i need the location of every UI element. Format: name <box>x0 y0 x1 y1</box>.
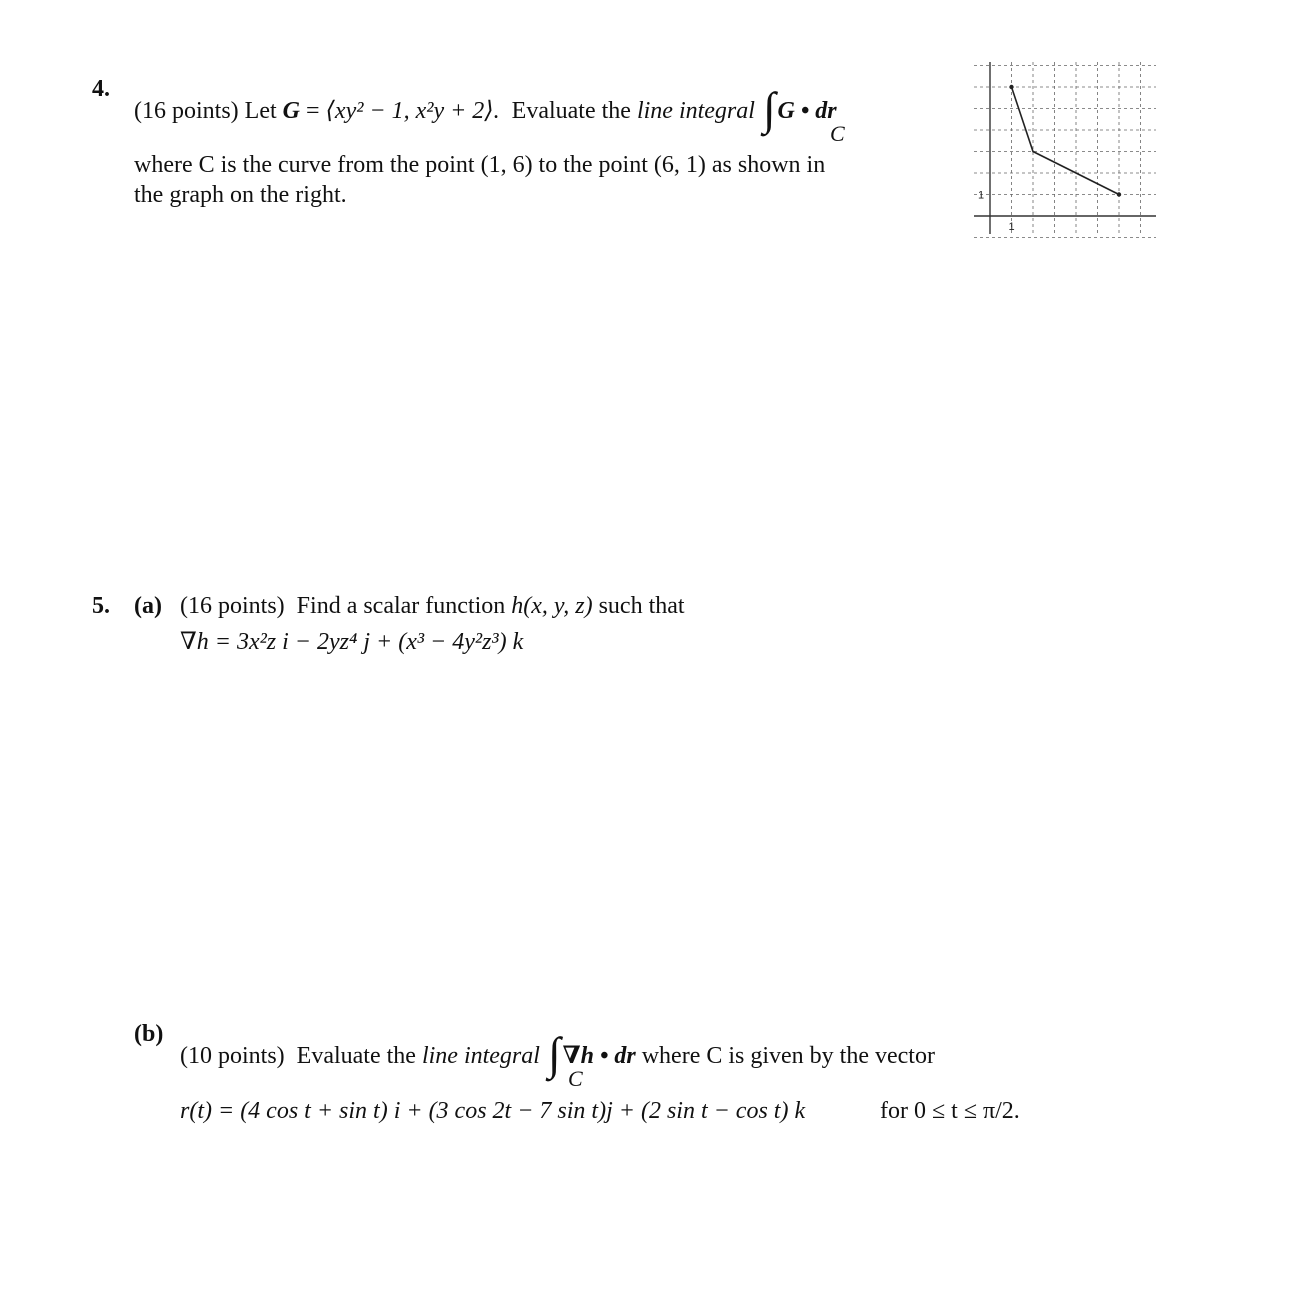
integrand: ∇h • dr <box>562 1043 636 1069</box>
curve-graph <box>970 58 1160 240</box>
curve-line <box>1012 87 1120 195</box>
where-text: where C is given by the vector <box>641 1043 935 1069</box>
curve-series <box>1009 85 1121 197</box>
part-a-label: (a) <box>134 593 162 619</box>
problem-4-line-1 <box>134 76 837 134</box>
such-that: such that <box>598 593 685 619</box>
equals: = <box>306 98 320 124</box>
integral-subscript: C <box>568 1066 583 1091</box>
vector-name: G <box>282 98 300 124</box>
integrand: G • dr <box>777 98 837 124</box>
line-integral-term: line integral <box>636 98 755 124</box>
part-a-line-1 <box>180 593 685 620</box>
let-word: Let <box>244 98 277 124</box>
problem-number: 5. <box>92 593 110 619</box>
x-tick-label: 1 <box>1008 221 1015 233</box>
points: (10 points) <box>180 1043 285 1069</box>
integral-sign-icon: ∫ <box>547 1028 561 1079</box>
integral-sign-icon: ∫ <box>762 83 776 134</box>
scalar-function: h(x, y, z) <box>511 593 593 619</box>
problem-4-line-2: where C is the curve from the point (1, 6) to the point (6, 1) as shown in <box>134 152 826 178</box>
curve-point <box>1117 192 1121 196</box>
points: (16 points) <box>180 593 285 619</box>
y-tick-label: 1 <box>978 189 985 202</box>
evaluate-text: Evaluate the <box>296 1043 416 1069</box>
points: (16 points) <box>134 98 239 124</box>
part-b-label: (b) <box>134 1021 164 1047</box>
problem-4-line-3: the graph on the right. <box>134 182 347 208</box>
gradient-equation: ∇h = 3x²z i − 2yz⁴ j + (x³ − 4y²z³) k <box>180 629 524 655</box>
problem-number: 4. <box>92 76 110 102</box>
evaluate-text: Evaluate the <box>511 98 631 124</box>
axes <box>974 62 1156 234</box>
parameter-range: for 0 ≤ t ≤ π/2. <box>880 1098 1020 1124</box>
part-b-line-1 <box>180 1021 935 1079</box>
grid <box>974 62 1160 238</box>
position-vector: r(t) = (4 cos t + sin t) i + (3 cos 2t − 7 sin t)j + (2 sin t − cos t) k <box>180 1098 806 1124</box>
part-a-text: Find a scalar function <box>296 593 506 619</box>
vector-field: ⟨xy² − 1, x²y + 2⟩. <box>325 98 500 124</box>
integral-subscript: C <box>830 121 845 146</box>
curve-point <box>1009 85 1013 89</box>
line-integral-term: line integral <box>421 1043 540 1069</box>
